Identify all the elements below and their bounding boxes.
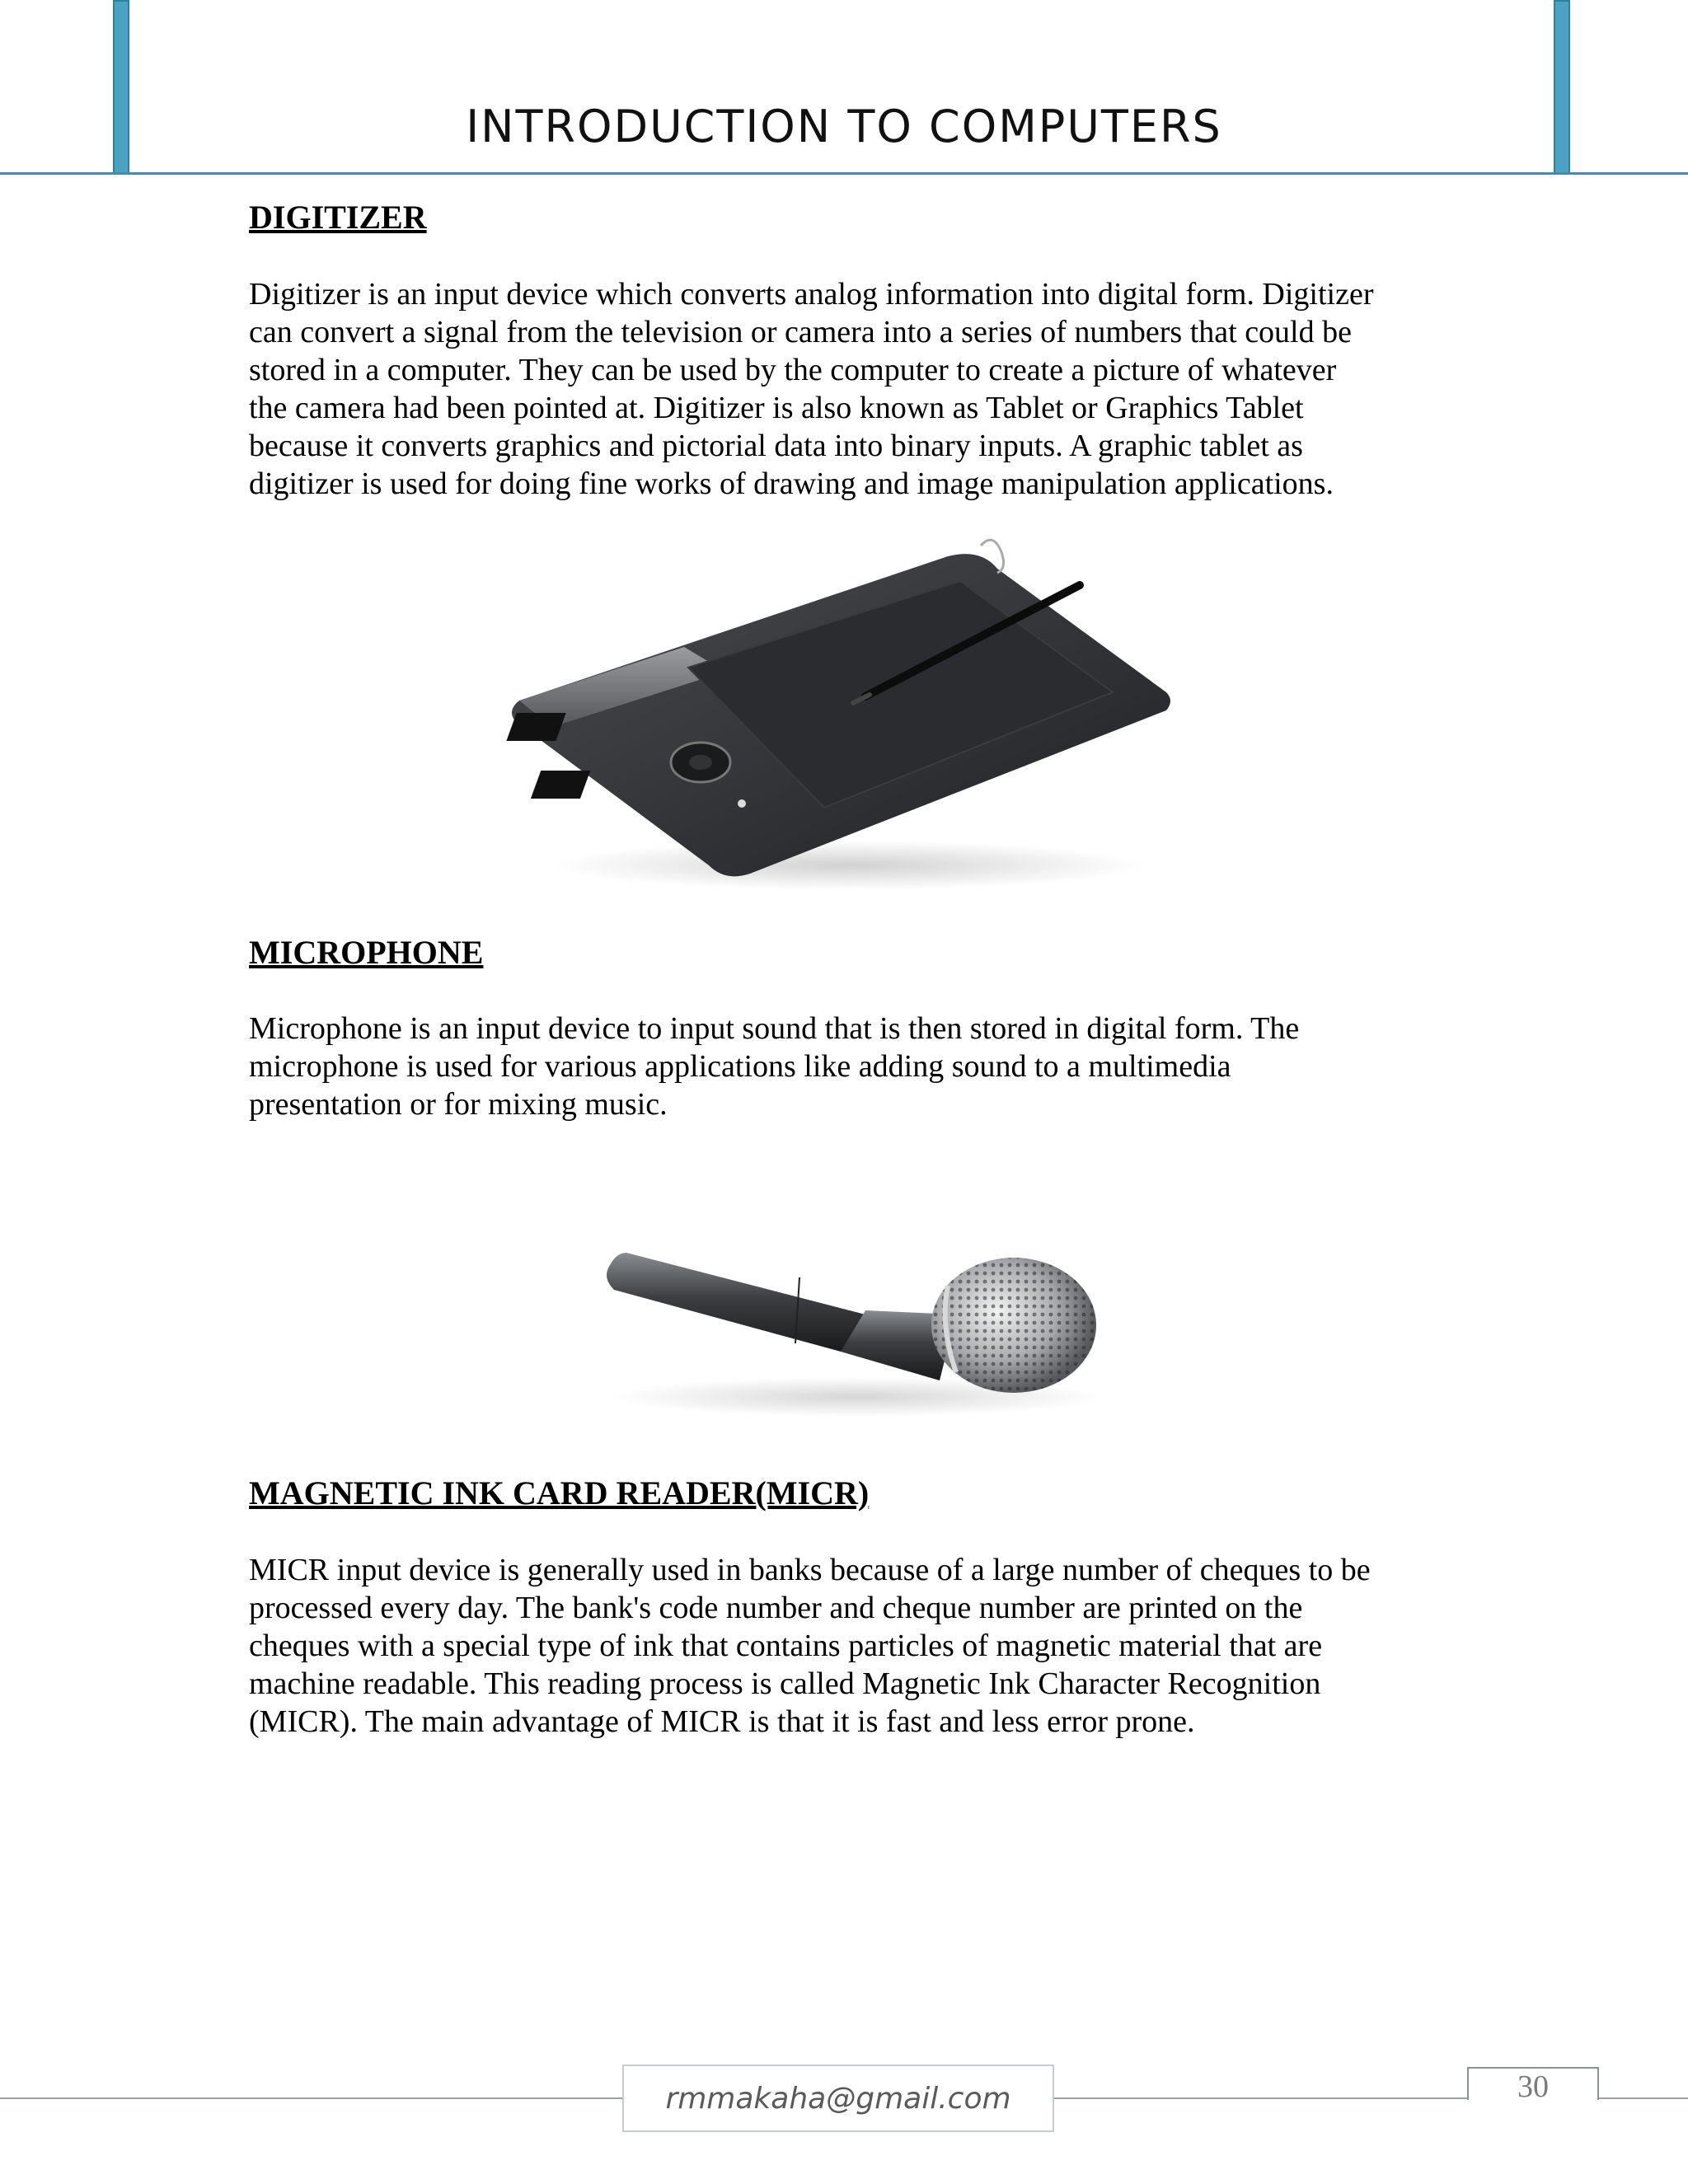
body-line: can convert a signal from the television or camera into a series of numbers that could be: [249, 315, 1352, 349]
footer-rule-right: [1599, 2097, 1688, 2099]
section-heading-micr: MAGNETIC INK CARD READER(MICR): [249, 1474, 870, 1511]
section-heading-digitizer: DIGITIZER: [249, 199, 427, 236]
body-line: MICR input device is generally used in banks because of a large number of cheques to be: [249, 1553, 1371, 1587]
body-line: (MICR). The main advantage of MICR is that it is fast and less error prone.: [249, 1704, 1195, 1739]
graphics-tablet-illustration: [503, 536, 1179, 898]
page-number: 30: [1517, 2069, 1549, 2104]
body-line: processed every day. The bank's code number and cheque number are printed on the: [249, 1591, 1303, 1625]
body-line: digitizer is used for doing fine works of drawing and image manipulation applications.: [249, 466, 1334, 501]
body-line: cheques with a special type of ink that contains particles of magnetic material that are: [249, 1629, 1323, 1663]
body-line: stored in a computer. They can be used by the computer to create a picture of whatever: [249, 353, 1337, 387]
section-body-micr: [249, 1551, 1485, 1741]
body-line: because it converts graphics and pictorial data into binary inputs. A graphic tablet as: [249, 429, 1303, 463]
body-line: presentation or for mixing music.: [249, 1087, 668, 1122]
page-title: INTRODUCTION TO COMPUTERS: [466, 101, 1222, 152]
footer-rule-middle: [1054, 2097, 1467, 2099]
section-body-microphone: [249, 1010, 1485, 1123]
body-line: the camera had been pointed at. Digitizer is also known as Tablet or Graphics Tablet: [249, 391, 1304, 425]
footer-rule-left: [0, 2097, 622, 2099]
section-body-digitizer: [249, 275, 1485, 503]
body-line: microphone is used for various applications like adding sound to a multimedia: [249, 1049, 1231, 1084]
footer-email: rmmakaha@gmail.com: [622, 2064, 1054, 2132]
header-rule: [0, 172, 1688, 175]
microphone-illustration: [593, 1228, 1104, 1426]
body-line: Digitizer is an input device which converts analog information into digital form. Digitizer: [249, 277, 1374, 312]
section-heading-microphone: MICROPHONE: [249, 934, 484, 971]
body-line: Microphone is an input device to input sound that is then stored in digital form. The: [249, 1011, 1300, 1046]
body-line: machine readable. This reading process is called Magnetic Ink Character Recognition: [249, 1666, 1321, 1701]
